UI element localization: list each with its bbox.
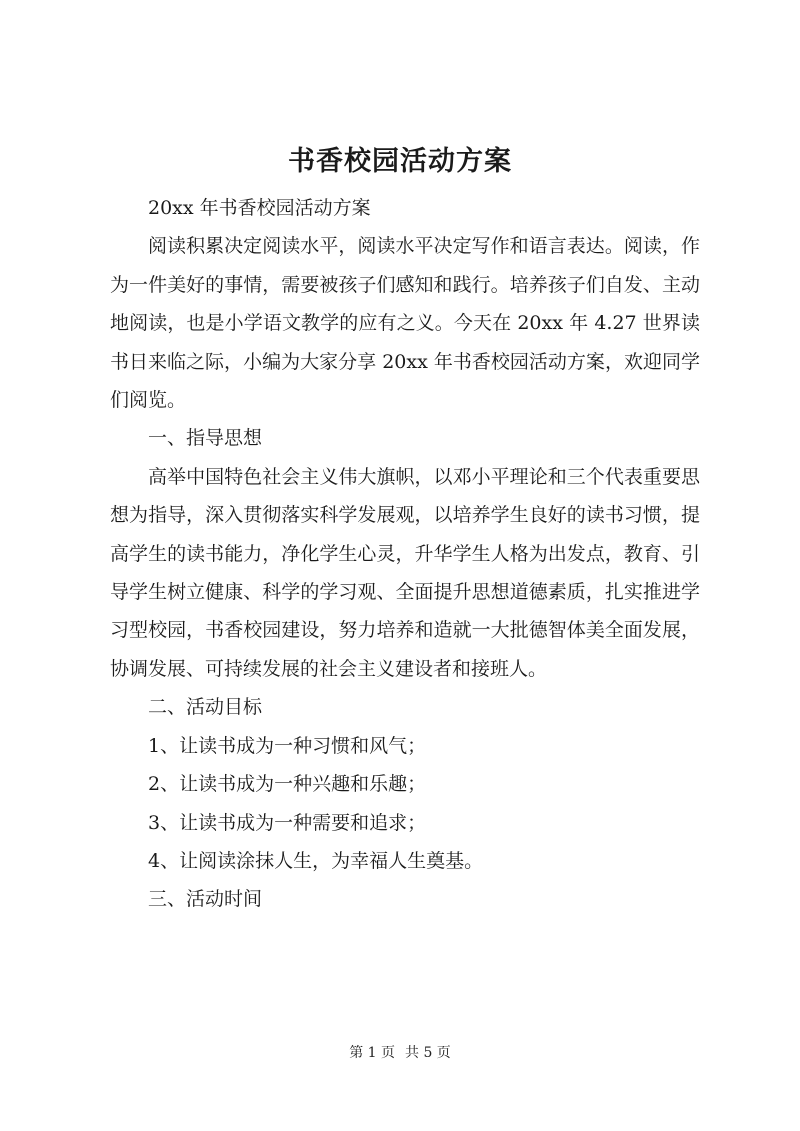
- section-heading-activity-goals: 二、活动目标: [148, 696, 263, 719]
- section-heading-activity-time: 三、活动时间: [148, 888, 263, 911]
- page-number: 第 1 页: [349, 1045, 395, 1061]
- page-total: 共 5 页: [405, 1045, 451, 1061]
- subtitle-paragraph: 20xx 年书香校园活动方案: [148, 197, 371, 219]
- page-footer: [0, 1043, 800, 1063]
- goal-item-1: 1、让读书成为一种习惯和风气；: [148, 734, 427, 757]
- goal-item-2: 2、让读书成为一种兴趣和乐趣；: [148, 773, 427, 796]
- intro-paragraph: 阅读积累决定阅读水平，阅读水平决定写作和语言表达。阅读，作为一件美好的事情，需要被孩子们感知和践行。培养孩子们自发、主动地阅读，也是小学语文教学的应有之义。今天在 20xx 年 4.27 世界读书日来临之际，小编为大家分享 20xx 年书香校园活动方案，欢迎同学们阅览。: [110, 235, 700, 412]
- section-heading-guiding-thought: 一、指导思想: [148, 427, 263, 450]
- goal-item-4: 4、让阅读涂抹人生，为幸福人生奠基。: [148, 849, 484, 872]
- guiding-thought-paragraph: 高举中国特色社会主义伟大旗帜，以邓小平理论和三个代表重要思想为指导，深入贯彻落实科学发展观，以培养学生良好的读书习惯，提高学生的读书能力，净化学生心灵，升华学生人格为出发点，教育、引导学生树立健康、科学的学习观、全面提升思想道德素质，扎实推进学习型校园，书香校园建设，努力培养和造就一大批德智体美全面发展，协调发展、可持续发展的社会主义建设者和接班人。: [110, 465, 700, 680]
- goal-item-3: 3、让读书成为一种需要和追求；: [148, 811, 427, 834]
- document-body: [110, 189, 700, 919]
- document-title: 书香校园活动方案: [288, 146, 512, 177]
